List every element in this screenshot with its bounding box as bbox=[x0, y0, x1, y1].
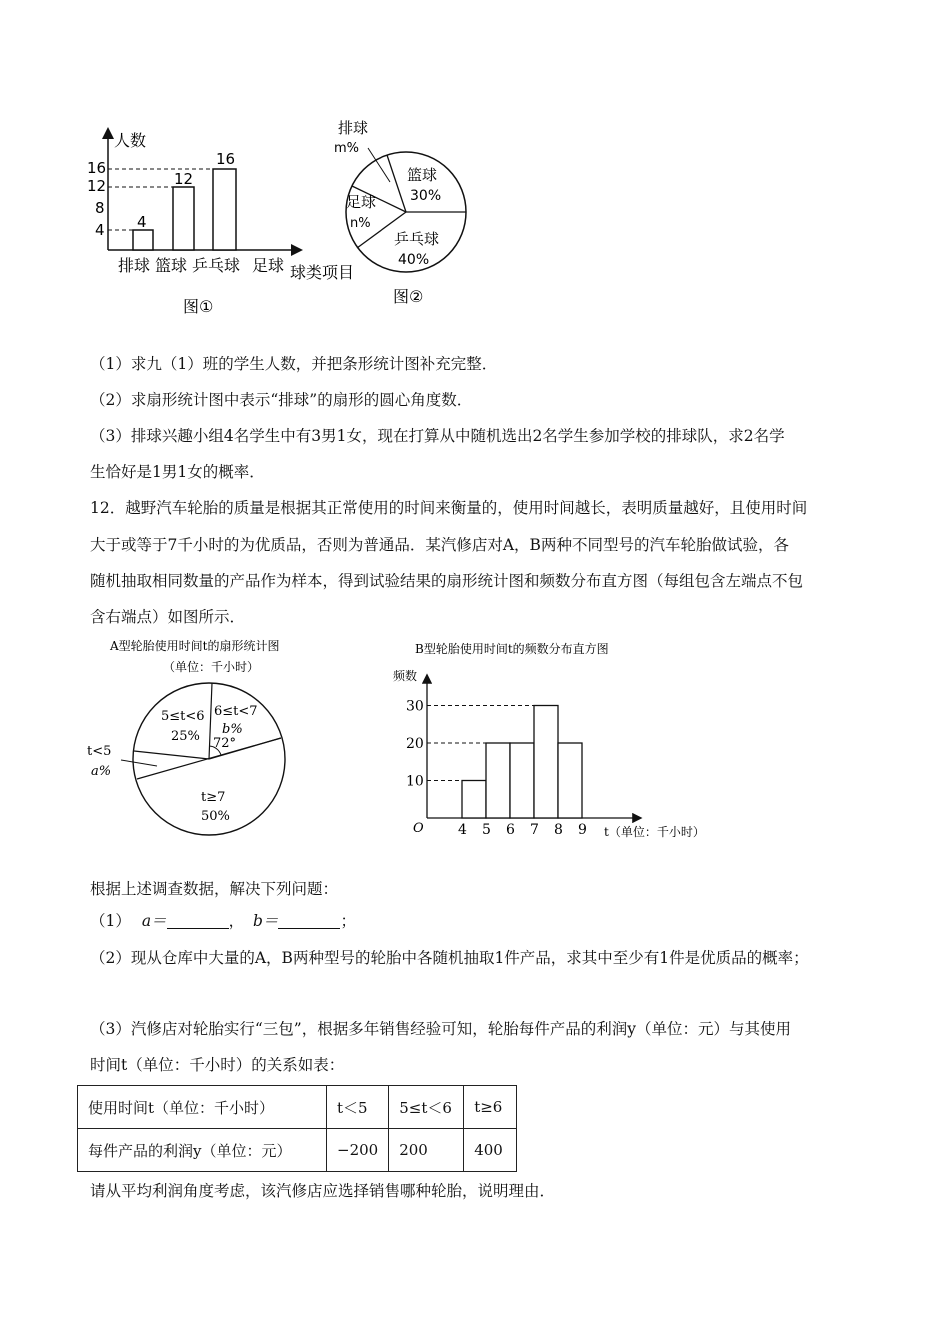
q12-line-4: 含右端点）如图所示． bbox=[90, 608, 246, 626]
histogram-xtick: 8 bbox=[554, 822, 563, 838]
q12-part-3-line-1: （3）汽修店对轮胎实行“三包”，根据多年销售经验可知，轮胎每件产品的利润y（单位：元）与其使用 bbox=[90, 1020, 791, 1038]
q11-part-3-line-2: 生恰好是1男1女的概率． bbox=[90, 463, 265, 481]
fig1-ytick: 16 bbox=[87, 159, 107, 177]
fig2-pct-football: n% bbox=[350, 216, 371, 231]
q11-part-2: （2）求扇形统计图中表示“排球”的扇形的圆心角度数． bbox=[90, 391, 473, 409]
fig1-category: 篮球 bbox=[155, 256, 188, 275]
pie-a-s1-pct: 25% bbox=[171, 729, 200, 744]
table-cell: −200 bbox=[327, 1129, 389, 1172]
q12-part-1-label: （1） bbox=[90, 912, 131, 930]
fig1-bar-label: 16 bbox=[216, 150, 236, 168]
fig1-y-label: 人数 bbox=[114, 131, 147, 150]
q12-part-2: （2）现从仓库中大量的A，B两种型号的轮胎中各随机抽取1件产品，求其中至少有1件是优质品的概率； bbox=[90, 949, 809, 967]
fig2-label-football: 足球 bbox=[346, 193, 377, 211]
histogram-origin: O bbox=[413, 821, 424, 836]
fig1-ytick: 12 bbox=[87, 177, 107, 195]
table-cell: 每件产品的利润y（单位：元） bbox=[78, 1129, 327, 1172]
pie-a-s2-pct: b% bbox=[222, 722, 243, 737]
q12-intro: 根据上述调查数据，解决下列问题： bbox=[90, 880, 339, 898]
q11-part-3-line-1: （3）排球兴趣小组4名学生中有3男1女，现在打算从中随机选出2名学生参加学校的排球队，求2名学 bbox=[90, 427, 785, 445]
q11-part-1: （1）求九（1）班的学生人数，并把条形统计图补充完整． bbox=[90, 355, 498, 373]
histogram-ytick: 30 bbox=[406, 698, 424, 715]
table-cell: 5≤t＜6 bbox=[389, 1086, 464, 1129]
histogram-ytick: 10 bbox=[406, 773, 424, 790]
fig2-pct-pingpong: 40% bbox=[398, 252, 430, 268]
fig1-bar-label: 4 bbox=[137, 213, 147, 231]
fig1-category: 乒乓球 bbox=[192, 256, 241, 275]
answer-b-label: b＝ bbox=[253, 912, 279, 930]
histogram-b-chart bbox=[385, 636, 730, 846]
q12-part-3-line-2: 时间t（单位：千小时）的关系如表： bbox=[90, 1056, 345, 1074]
histogram-xtick: 5 bbox=[482, 822, 491, 838]
pie-a-s3-range: t<5 bbox=[87, 744, 112, 759]
histogram-bar bbox=[534, 706, 558, 819]
fig1-category: 排球 bbox=[118, 256, 151, 275]
fig2-pct-basketball: 30% bbox=[410, 188, 442, 204]
pie-a-unit: （单位：千小时） bbox=[163, 660, 260, 674]
histogram-title: B型轮胎使用时间t的频数分布直方图 bbox=[415, 642, 609, 656]
table-cell: 400 bbox=[464, 1129, 517, 1172]
fig2-label-pingpong: 乒乓球 bbox=[394, 230, 440, 248]
q12-line-1: 12．越野汽车轮胎的质量是根据其正常使用的时间来衡量的，使用时间越长，表明质量越好，且使用时间 bbox=[90, 499, 808, 517]
pie-a-angle: 72° bbox=[213, 736, 237, 751]
fig1-ytick: 8 bbox=[95, 199, 105, 217]
histogram-xtick: 9 bbox=[578, 822, 587, 838]
fig2-caption: 图② bbox=[393, 287, 424, 306]
table-cell: t＜5 bbox=[327, 1086, 389, 1129]
table-row bbox=[78, 1129, 517, 1172]
histogram-bar bbox=[510, 743, 534, 818]
table-row bbox=[78, 1086, 517, 1129]
table-cell: 200 bbox=[389, 1129, 464, 1172]
table-cell: 使用时间t（单位：千小时） bbox=[78, 1086, 327, 1129]
fig1-bar-volleyball bbox=[133, 230, 153, 250]
pie-a-s4-range: t≥7 bbox=[201, 790, 226, 805]
profit-table bbox=[77, 1085, 517, 1172]
fig1-bar-label: 12 bbox=[174, 170, 194, 188]
answer-b-blank[interactable] bbox=[278, 928, 340, 929]
fig1-bar-pingpong bbox=[213, 169, 236, 250]
histogram-xtick: 6 bbox=[506, 822, 515, 838]
fig1-bar-basketball bbox=[173, 187, 194, 250]
fig2-label-volleyball: 排球 bbox=[338, 119, 369, 137]
histogram-bar bbox=[558, 743, 582, 818]
fig2-label-basketball: 篮球 bbox=[407, 166, 438, 184]
answer-a-blank[interactable] bbox=[167, 928, 229, 929]
histogram-x-label: t（单位：千小时） bbox=[604, 825, 705, 839]
figure-2-pie-chart bbox=[330, 112, 490, 327]
fig2-pct-volleyball: m% bbox=[334, 141, 360, 156]
pie-a-s2-range: 6≤t<7 bbox=[214, 704, 258, 719]
pie-a-s1-range: 5≤t<6 bbox=[161, 709, 205, 724]
q12-part-1: （1） a＝ ， b＝ ； bbox=[90, 912, 356, 930]
pie-a-title: A型轮胎使用时间t的扇形统计图 bbox=[110, 639, 280, 653]
fig1-ytick: 4 bbox=[95, 221, 105, 239]
histogram-y-label: 频数 bbox=[393, 669, 418, 683]
q12-line-2: 大于或等于7千小时的为优质品，否则为普通品．某汽修店对A，B两种不同型号的汽车轮胎做试验，各 bbox=[90, 536, 789, 554]
answer-a-label: a＝ bbox=[141, 912, 167, 930]
q12-outro: 请从平均利润角度考虑，该汽修店应选择销售哪种轮胎，说明理由． bbox=[90, 1182, 556, 1200]
pie-a-chart bbox=[85, 636, 305, 846]
fig1-x-label: 球类项目 bbox=[290, 263, 355, 282]
histogram-ytick: 20 bbox=[406, 736, 424, 752]
histogram-bar bbox=[462, 781, 486, 819]
histogram-xtick: 4 bbox=[458, 822, 467, 838]
pie-a-s4-pct: 50% bbox=[201, 809, 230, 824]
histogram-bar bbox=[486, 743, 510, 818]
histogram-xtick: 7 bbox=[530, 822, 539, 838]
fig1-caption: 图① bbox=[183, 297, 214, 316]
pie-a-s3-pct: a% bbox=[91, 764, 112, 779]
table-cell: t≥6 bbox=[464, 1086, 517, 1129]
fig1-category: 足球 bbox=[252, 256, 285, 275]
q12-line-3: 随机抽取相同数量的产品作为样本，得到试验结果的扇形统计图和频数分布直方图（每组包含左端点不包 bbox=[90, 572, 804, 590]
